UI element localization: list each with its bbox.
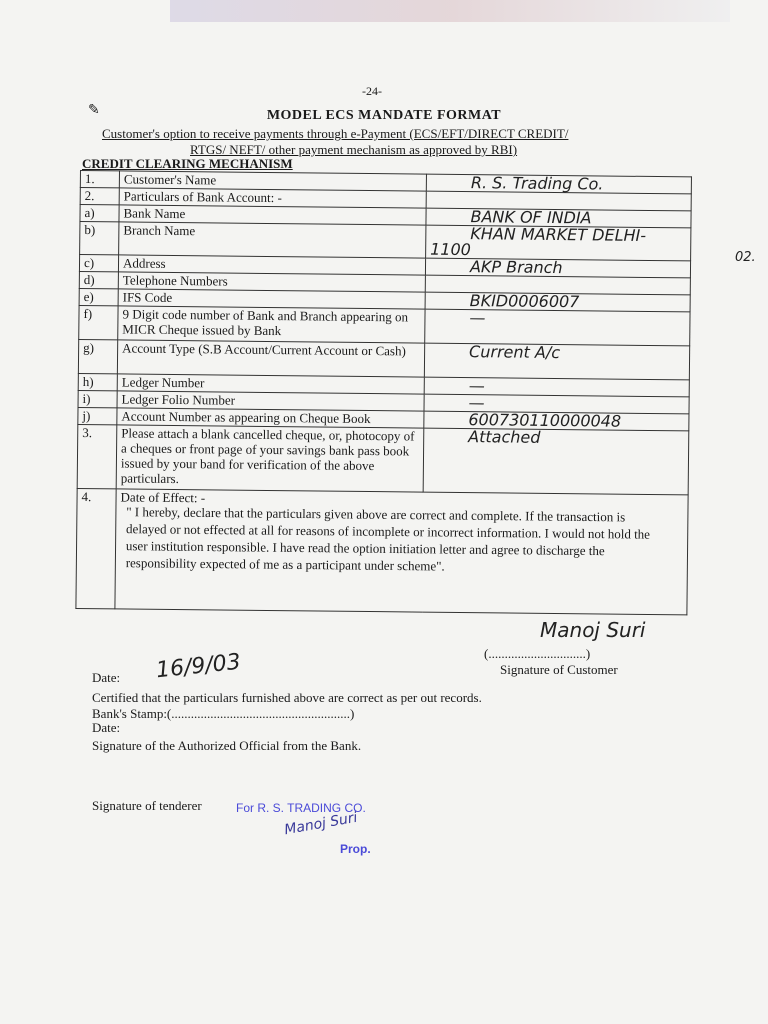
row-label: IFS Code xyxy=(118,289,425,309)
section-heading: CREDIT CLEARING MECHANISM xyxy=(82,156,293,171)
handwritten-value: R. S. Trading Co. xyxy=(470,173,604,194)
row-number: a) xyxy=(80,205,119,222)
certified-text: Certified that the particulars furnished above are correct as per out records. xyxy=(92,690,482,705)
company-stamp-text: For R. S. TRADING CO. xyxy=(236,801,366,815)
handwritten-value: Current A/c xyxy=(469,342,561,363)
handwritten-value: — xyxy=(468,393,485,413)
row-label: 9 Digit code number of Bank and Branch appearing on MICR Cheque issued by Bank xyxy=(118,306,425,343)
table-row xyxy=(77,424,689,494)
row-number: d) xyxy=(79,271,118,288)
subtitle-line-2: RTGS/ NEFT/ other payment mechanism as approved by RBI) xyxy=(190,142,518,157)
handwritten-value: BKID0006007 xyxy=(469,291,580,312)
row-label: Ledger Folio Number xyxy=(117,391,424,411)
row-number: 1. xyxy=(80,171,119,188)
row-label: Bank Name xyxy=(119,205,426,225)
handwritten-value: KHAN MARKET DELHI-1100 xyxy=(430,224,647,260)
row-label: Account Number as appearing on Cheque Book xyxy=(117,408,424,428)
row-label: Telephone Numbers xyxy=(118,272,425,292)
row-value xyxy=(425,309,690,346)
row-number: e) xyxy=(79,288,118,305)
row-label: Please attach a blank cancelled cheque, or, photocopy of a cheques or front page of your savings bank pass book issued by your band for verification of the above particulars. xyxy=(116,425,424,492)
row-label: Particulars of Bank Account: - xyxy=(119,188,426,208)
signature-dotted-line: (..............................) xyxy=(484,646,591,661)
row-value xyxy=(423,428,689,495)
handwritten-value: AKP Branch xyxy=(469,257,563,278)
authorized-official-signature: Signature of the Authorized Official from the Bank. xyxy=(92,738,362,753)
row-number: b) xyxy=(80,222,119,255)
handwritten-value: — xyxy=(468,376,485,396)
signature-of-customer-label: Signature of Customer xyxy=(500,662,618,677)
row-number: j) xyxy=(78,407,117,424)
customer-signature-handwriting: Manoj Suri xyxy=(540,618,646,642)
row-number: g) xyxy=(78,339,117,373)
stamp-signature: Manoj Suri xyxy=(283,809,359,839)
branch-handwritten-extra: 02. xyxy=(735,250,756,265)
declaration-text: " I hereby, declare that the particulars given above are correct and complete. If the transaction is delayed or not effected at all for reasons of incomplete or incorrect information. I would not hold the user institution responsible. I have read the option initiation letter and agree to discharge the responsibility expected of me as a participant under scheme". xyxy=(125,504,651,574)
row-number: 2. xyxy=(80,188,119,205)
handwritten-value: BANK OF INDIA xyxy=(470,207,592,228)
row-label: Branch Name xyxy=(119,222,426,258)
bank-stamp-line: Bank's Stamp:(.......................................................) xyxy=(92,706,355,721)
row-value xyxy=(426,225,691,261)
row-number: h) xyxy=(78,373,117,390)
date-label-2: Date: xyxy=(92,720,121,735)
handwritten-value: — xyxy=(469,308,486,328)
row-value xyxy=(424,343,689,380)
stamp-prop: Prop. xyxy=(340,842,371,856)
row-label: Ledger Number xyxy=(117,374,424,394)
handwritten-value: 600730110000048 xyxy=(468,410,622,431)
row-label: Account Type (S.B Account/Current Account or Cash) xyxy=(117,340,424,377)
page-number: -24- xyxy=(362,84,382,98)
row-label: Date of Effect: - xyxy=(115,489,688,615)
row-number: 4. xyxy=(76,488,116,608)
handwritten-value: Attached xyxy=(468,427,541,447)
pencil-mark-icon: ✎ xyxy=(88,103,100,118)
subtitle-line-1: Customer's option to receive payments through e-Payment (ECS/EFT/DIRECT CREDIT/ xyxy=(102,126,569,141)
date-label: Date: xyxy=(92,670,121,685)
tenderer-signature-label: Signature of tenderer xyxy=(92,798,202,813)
row-number: i) xyxy=(78,390,117,407)
row-number: 3. xyxy=(77,424,117,488)
date-handwritten: 16/9/03 xyxy=(154,649,242,684)
row-number: f) xyxy=(79,305,118,339)
row-number: c) xyxy=(79,255,118,272)
row-label: Address xyxy=(118,255,425,275)
row-label: Customer's Name xyxy=(119,171,426,191)
form-title: MODEL ECS MANDATE FORMAT xyxy=(266,108,502,123)
scan-artifact-strip xyxy=(170,0,730,22)
